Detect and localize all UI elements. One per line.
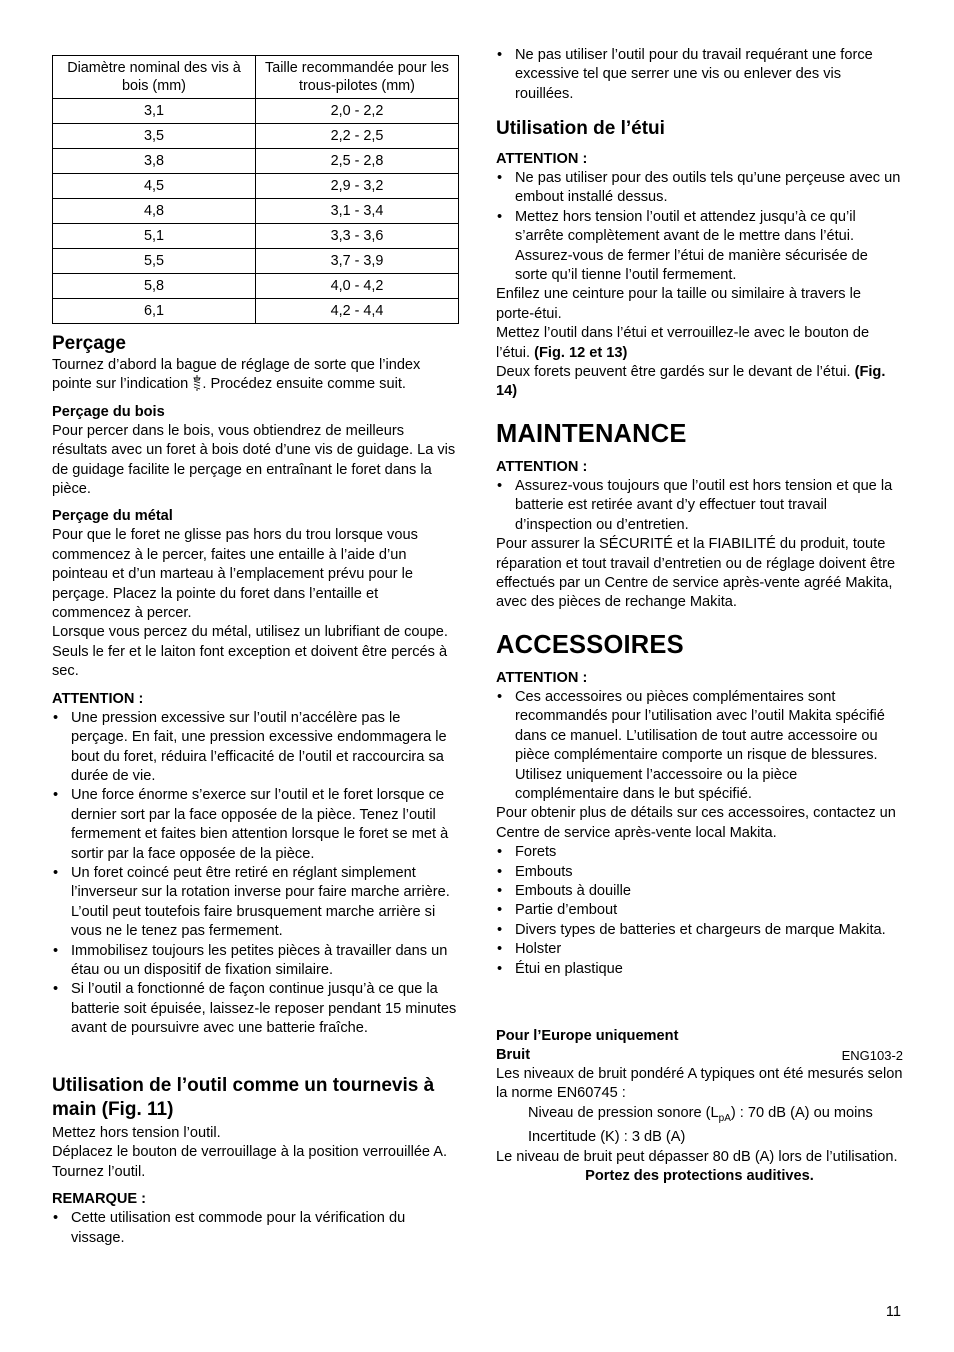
percage-intro-text: Tournez d’abord la bague de réglage de sorte que l’index pointe sur l’indication: [52, 357, 421, 393]
list-item: • Embouts à douille: [496, 882, 903, 901]
percage-metal-text: Pour que le foret ne glisse pas hors du trou lorsque vous commencez à le percer, faites une entaille à l’aide d’un pointeau et d’un marteau à l’emplacement prévu pour le perçage. Placez la pointe du foret dans l’entaille et commencez à percer.: [52, 527, 418, 622]
table-cell: 3,8: [53, 149, 256, 174]
percage-bois-heading: Perçage du bois: [52, 403, 165, 420]
maintenance-text: Pour assurer la SÉCURITÉ et la FIABILITÉ du produit, toute réparation et tout travail d’entretien ou de réglage doivent être effectués par un Centre de service après-vente agréé Makita, avec des pièces de rechange Makita.: [496, 536, 896, 611]
table-cell: 4,5: [53, 174, 256, 199]
etui-attention: ATTENTION :: [496, 151, 588, 167]
tournevis-section: [52, 1074, 459, 1248]
percage-section: [52, 332, 459, 1039]
list-item: • Étui en plastique: [496, 960, 903, 979]
list-item: • Mettez hors tension l’outil et attendez jusqu’à ce qu’il s’arrête complètement avant de le mettre dans l’étui. Assurez-vous de fermer l’étui de manière sécurisée de sorte qu’il tienne l’outil fermement.: [496, 208, 903, 286]
europe-section: [496, 1027, 903, 1186]
pilot-hole-table: [52, 55, 459, 324]
etui-text-3-body: Deux forets peuvent être gardés sur le devant de l’étui.: [496, 364, 851, 381]
list-item: • Si l’outil a fonctionné de façon continue jusqu’à ce que la batterie soit épuisée, laissez-le reposer pendant 15 minutes avant de poursuivre avec une batterie fraîche.: [52, 980, 459, 1038]
table-header-cell: Diamètre nominal des vis à bois (mm): [53, 56, 256, 99]
table-cell: 4,8: [53, 199, 256, 224]
etui-text-1: Enfilez une ceinture pour la taille ou similaire à travers le porte-étui.: [496, 286, 862, 322]
table-row: [53, 274, 459, 299]
tournevis-line-1: Mettez hors tension l’outil.: [52, 1125, 221, 1141]
percage-bullet-list: [52, 709, 459, 1039]
table-cell: 2,0 - 2,2: [256, 99, 459, 124]
sound-pressure-label: Niveau de pression sonore (L: [528, 1104, 719, 1121]
maintenance-heading: MAINTENANCE: [496, 420, 687, 448]
etui-text-3: [496, 363, 903, 402]
list-item: • Ne pas utiliser l’outil pour du travail requérant une force excessive tel que serrer une vis ou enlever des vis rouillées.: [496, 46, 903, 104]
table-row: [53, 149, 459, 174]
etui-text-2: [496, 324, 903, 363]
fig-reference: (Fig. 14): [496, 364, 886, 400]
list-item: • Une pression excessive sur l’outil n’accélère pas le perçage. En fait, une pression excessive endommagera le bout du foret, réduira l’efficacité de l’outil et raccourcira sa durée de vie.: [52, 709, 459, 787]
list-item: • Une force énorme s’exerce sur l’outil et le foret lorsque ce dernier sort par la face opposée de la pièce. Tenez l’outil fermement et faites bien attention lorsque le foret se met à sortir par la face opposée de la pièce.: [52, 786, 459, 864]
etui-bullet-list: [496, 169, 903, 285]
table-cell: 5,8: [53, 274, 256, 299]
table-cell: 4,2 - 4,4: [256, 299, 459, 324]
table-cell: 3,7 - 3,9: [256, 249, 459, 274]
percage-heading: Perçage: [52, 333, 126, 354]
noise-text-1: Les niveaux de bruit pondéré A typiques ont été mesurés selon la norme EN60745 :: [496, 1066, 903, 1102]
bruit-heading: Bruit: [496, 1047, 531, 1063]
table-cell: 2,9 - 3,2: [256, 174, 459, 199]
lpa-subscript: pA: [718, 1112, 731, 1124]
table-row: [53, 224, 459, 249]
maintenance-bullet-list: [496, 477, 903, 535]
list-item: • Un foret coincé peut être retiré en réglant simplement l’inverseur sur la rotation inverse pour faire marche arrière. L’outil peut toutefois faire brusquement marche arrière si vous ne le tenez pas fermement.: [52, 864, 459, 942]
list-item: • Partie d’embout: [496, 901, 903, 920]
remarque-label: REMARQUE :: [52, 1191, 147, 1208]
table-cell: 4,0 - 4,2: [256, 274, 459, 299]
document-code: ENG103-2: [841, 1048, 903, 1063]
percage-bois-text: Pour percer dans le bois, vous obtiendrez de meilleurs résultats avec un foret à bois doté d’une vis de guidage. La vis de guidage facilite le perçage en entraînant le foret dans la pièce.: [52, 422, 456, 498]
drill-mode-icon: [192, 375, 202, 391]
table-cell: 3,1 - 3,4: [256, 199, 459, 224]
list-item: • Holster: [496, 940, 903, 959]
page-number: 11: [885, 1304, 901, 1320]
list-item: • Divers types de batteries et chargeurs de marque Makita.: [496, 921, 903, 940]
europe-heading: Pour l’Europe uniquement: [496, 1028, 679, 1044]
accessoires-bullet-list: [496, 688, 903, 804]
etui-heading: Utilisation de l’étui: [496, 118, 665, 139]
maintenance-section: [496, 419, 903, 613]
table-row: [53, 299, 459, 324]
percage-intro: [52, 356, 459, 395]
percage-intro-text-end: . Procédez ensuite comme suit.: [202, 376, 406, 393]
uncertainty: Incertitude (K) : 3 dB (A): [528, 1129, 686, 1146]
noise-text-2: Le niveau de bruit peut dépasser 80 dB (A) lors de l’utilisation.: [496, 1148, 898, 1165]
accessoires-heading: ACCESSOIRES: [496, 631, 684, 659]
remarque-bullet-list: [52, 1209, 459, 1248]
table-cell: 3,3 - 3,6: [256, 224, 459, 249]
percage-metal-heading: Perçage du métal: [52, 508, 173, 525]
list-item: • Cette utilisation est commode pour la vérification du vissage.: [52, 1209, 459, 1248]
table-cell: 2,5 - 2,8: [256, 149, 459, 174]
maintenance-attention: ATTENTION :: [496, 459, 588, 475]
continued-bullet-list: [496, 46, 903, 104]
table-header-cell: Taille recommandée pour les trous-pilotes (mm): [256, 56, 459, 99]
accessoires-section: [496, 630, 903, 979]
accessoires-attention: ATTENTION :: [496, 670, 588, 686]
table-header-row: [53, 56, 459, 99]
table-cell: 6,1: [53, 299, 256, 324]
list-item: • Immobilisez toujours les petites pièces à travailler dans un étau ou un dispositif de fixation similaire.: [52, 942, 459, 981]
sound-pressure-level: [496, 1104, 903, 1128]
fig-reference: (Fig. 12 et 13): [534, 344, 628, 361]
sound-pressure-value: ) : 70 dB (A) ou moins: [730, 1104, 873, 1121]
hearing-protection-notice: Portez des protections auditives.: [585, 1167, 814, 1184]
table-row: [53, 174, 459, 199]
table-cell: 2,2 - 2,5: [256, 124, 459, 149]
accessoires-item-list: [496, 843, 903, 979]
table-row: [53, 99, 459, 124]
percage-metal-text-2: Lorsque vous percez du métal, utilisez un lubrifiant de coupe. Seuls le fer et le laiton font exception et doivent être percés à sec.: [52, 624, 448, 680]
etui-section: [496, 117, 903, 402]
list-item: • Ne pas utiliser pour des outils tels qu’une perçeuse avec un embout installé dessus.: [496, 169, 903, 208]
list-item: • Forets: [496, 843, 903, 862]
tournevis-line-2: Déplacez le bouton de verrouillage à la position verrouillée A.: [52, 1144, 448, 1161]
list-item: • Embouts: [496, 863, 903, 882]
table-row: [53, 249, 459, 274]
table-row: [53, 124, 459, 149]
tournevis-line-3: Tournez l’outil.: [52, 1163, 146, 1180]
table-cell: 3,1: [53, 99, 256, 124]
list-item: • Ces accessoires ou pièces complémentaires sont recommandés pour l’utilisation avec l’outil Makita spécifié dans ce manuel. L’utilisation de tout autre accessoire ou pièce complémentaire comporte un risque de blessures. Utilisez uniquement l’accessoire ou la pièce complémentaire dans le but spécifié.: [496, 688, 903, 804]
etui-text-2-body: Mettez l’outil dans l’étui et verrouillez-le avec le bouton de l’étui.: [496, 325, 870, 361]
table-cell: 5,1: [53, 224, 256, 249]
table-row: [53, 199, 459, 224]
bruit-row: [496, 1046, 903, 1065]
table-cell: 5,5: [53, 249, 256, 274]
percage-attention: ATTENTION :: [52, 690, 144, 707]
table-cell: 3,5: [53, 124, 256, 149]
accessoires-text: Pour obtenir plus de détails sur ces accessoires, contactez un Centre de service après-vente local Makita.: [496, 805, 896, 841]
tournevis-heading: Utilisation de l’outil comme un tournevis à main (Fig. 11): [52, 1075, 435, 1120]
list-item: • Assurez-vous toujours que l’outil est hors tension et que la batterie est retirée avant d’y effectuer tout travail d’inspection ou d’entretien.: [496, 477, 903, 535]
